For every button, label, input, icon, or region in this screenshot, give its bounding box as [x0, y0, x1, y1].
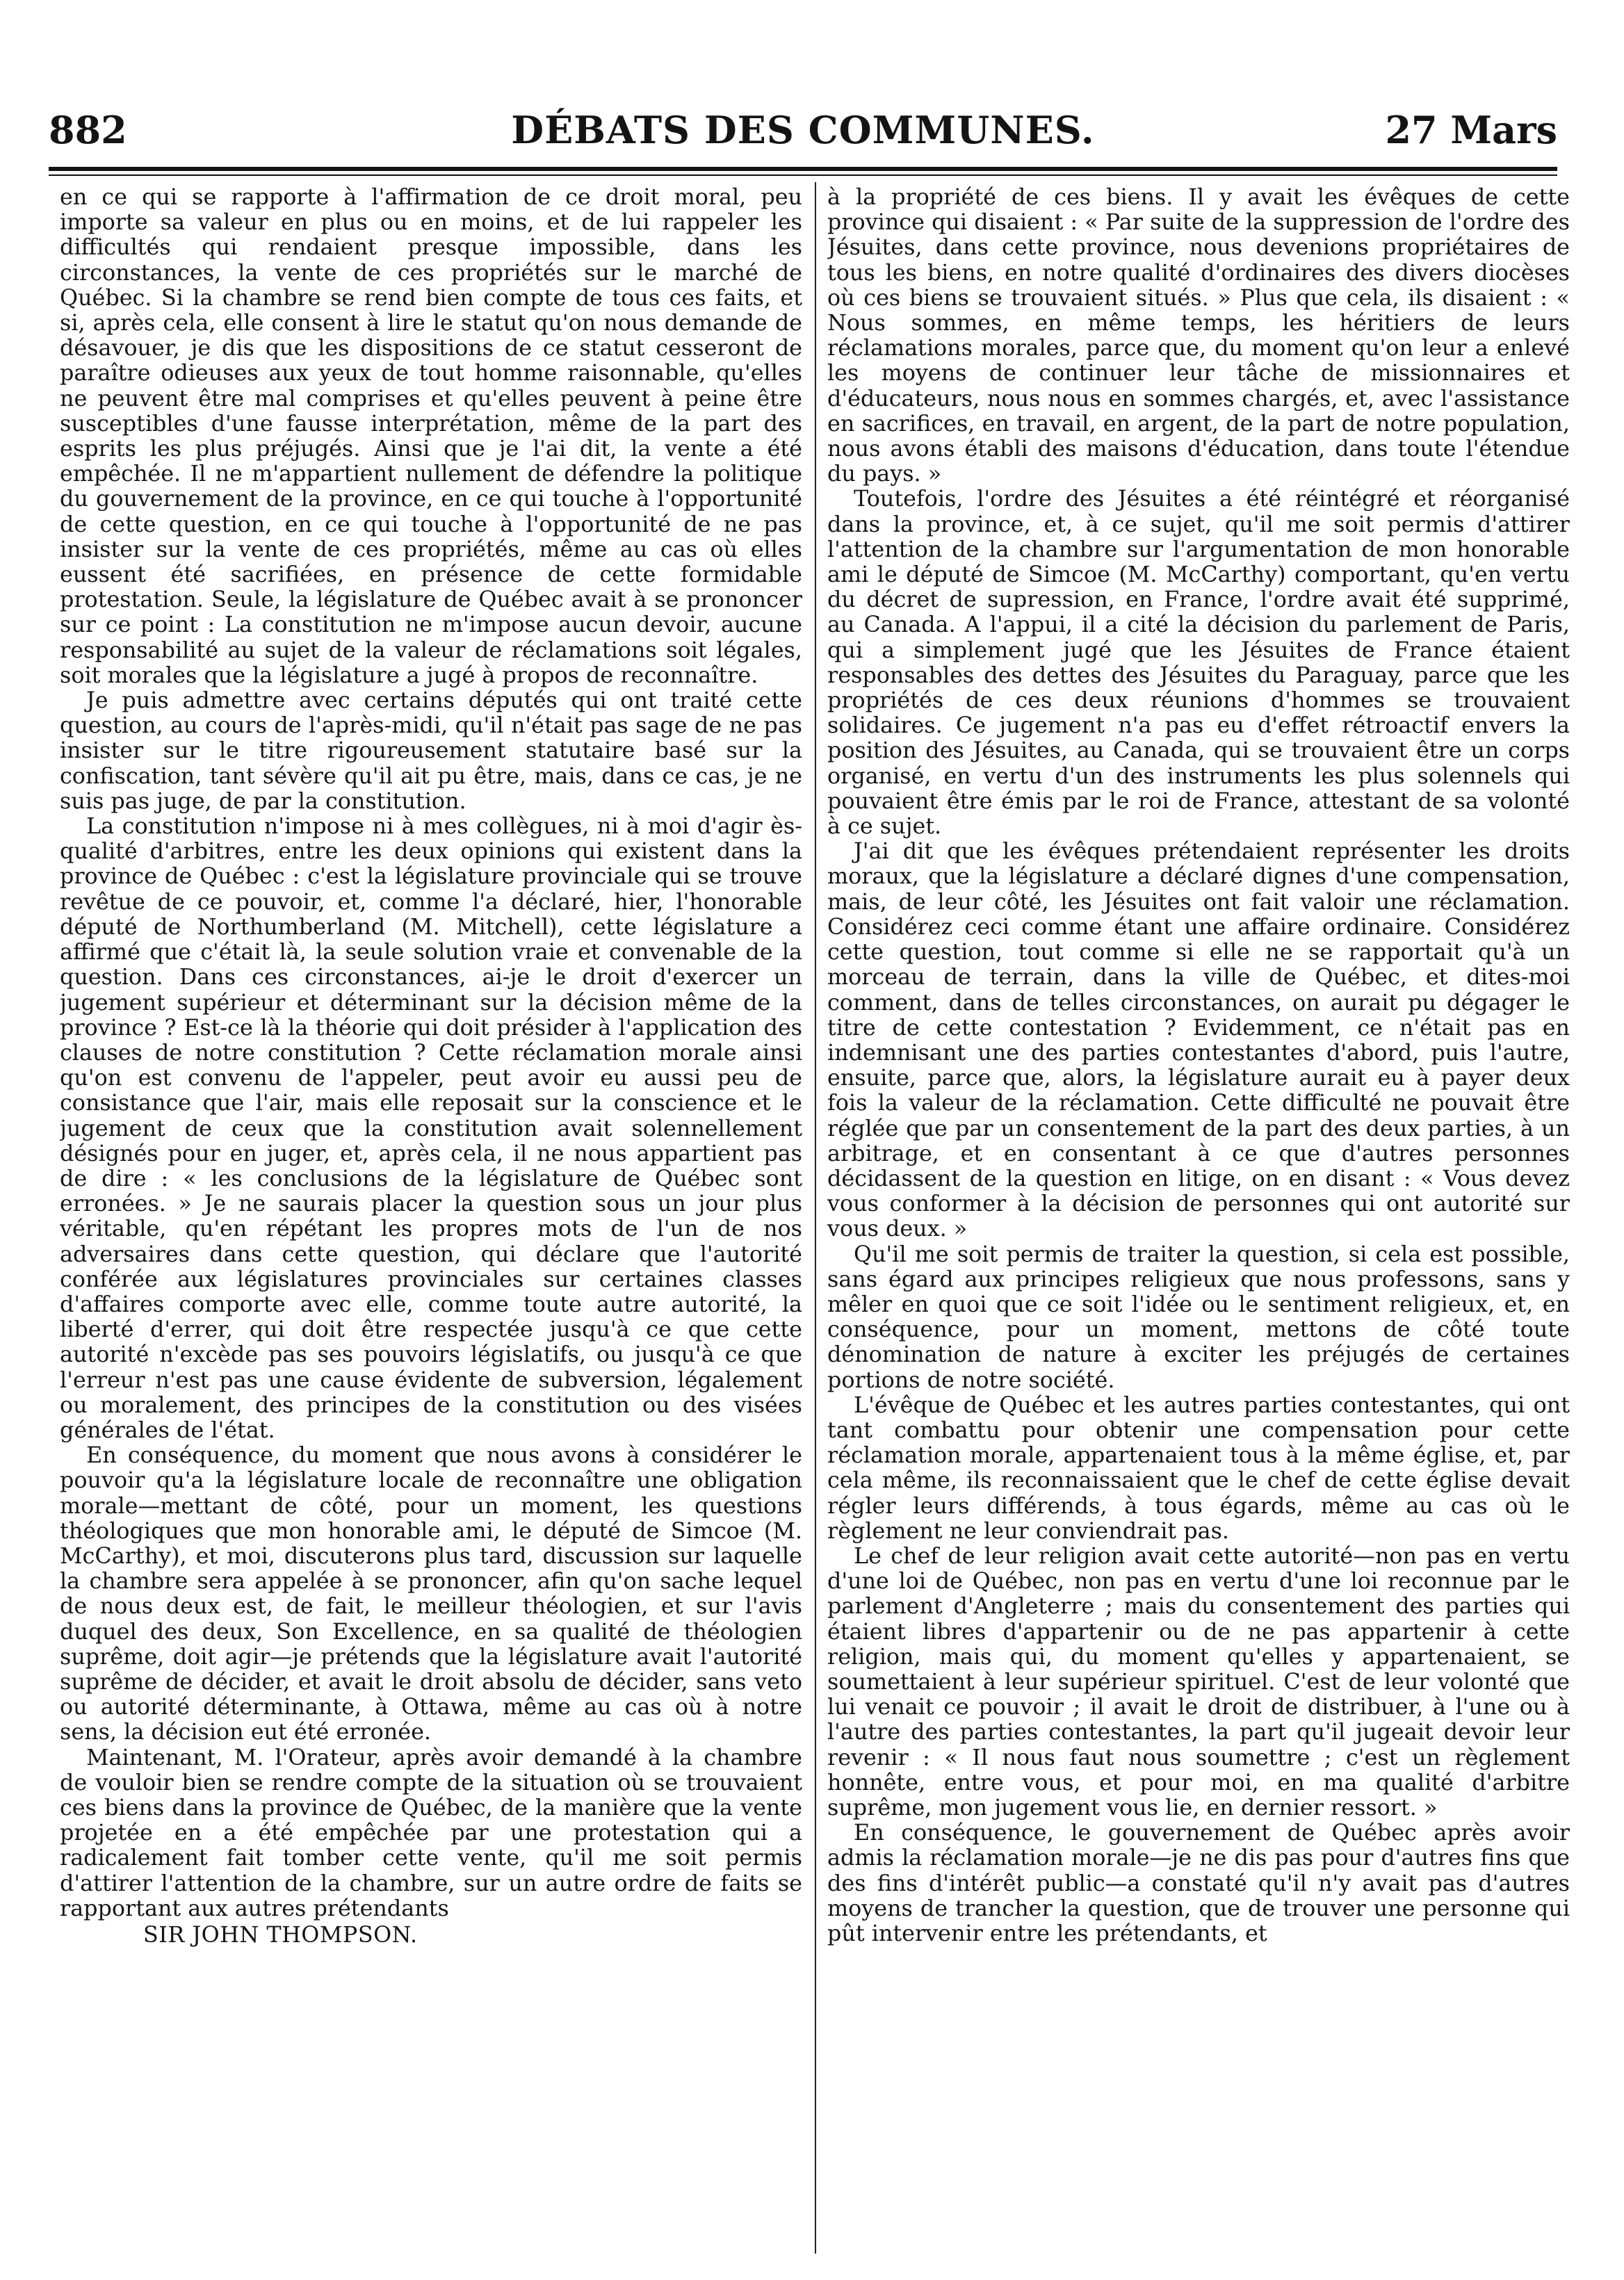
speaker-signature: SIR JOHN THOMPSON. — [143, 1922, 418, 1948]
header-rule-thick — [49, 167, 1557, 171]
paragraph: Toutefois, l'ordre des Jésuites a été réintégré et réorganisé dans la province, et, à ce sujet, qu'il me soit permis d'attirer l'attention de la chambre sur l'argumentation de mon honorable ami le député de Simcoe (M. McCarthy) comportant, qu'en vertu du décret de supression, en France, l'ordre avait été supprimé, au Canada. A l'appui, il a cité la décision du parlement de Paris, qui a simplement jugé que les Jésuites de France étaient responsables des dettes des Jésuites du Paraguay, parce que les propriétés de ces deux réunions d'hommes se trouvaient solidaires. Ce jugement n'a pas eu d'effet rétroactif envers la position des Jésuites, au Canada, qui se trouvaient être un corps organisé, en vertu d'un des instruments les plus solennels qui pouvaient être émis par le roi de France, attestant de sa volonté à ce sujet. — [827, 486, 1570, 840]
paragraph: La constitution n'impose ni à mes collègues, ni à moi d'agir ès-qualité d'arbitres, entre les deux opinions qui existent dans la province de Québec : c'est la législature provinciale qui se trouve revêtue de ce pouvoir, et, comme l'a déclaré, hier, l'honorable député de Northumberland (M. Mitchell), cette législature a affirmé que c'était là, la seule solution vraie et convenable de la question. Dans ces circonstances, ai-je le droit d'exercer un jugement supérieur et déterminant sur la décision même de la province ? Est-ce là la théorie qui doit présider à l'application des clauses de notre constitution ? Cette réclamation morale ainsi qu'on est convenu de l'appeler, peut avoir eu aussi peu de consistance que l'air, mais elle reposait sur la conscience et le jugement de ceux que la constitution avait solennellement désignés pour en juger, et, après cela, il ne nous appartient pas de dire : « les conclusions de la législature de Québec sont erronées. » Je ne saurais placer la question sous un jour plus véritable, qu'en répétant les propres mots de l'un de nos adversaires dans cette question, qui déclare que l'autorité conférée aux législatures provinciales sur certaines classes d'affaires comporte avec elle, comme toute autre autorité, la liberté d'errer, qui doit être respectée jusqu'à ce que cette autorité n'excède pas ses pouvoirs législatifs, ou jusqu'à ce que l'erreur n'est pas une cause évidente de subversion, légalement ou moralement, des principes de la constitution ou des visées générales de l'état. — [60, 813, 802, 1443]
page-title: DÉBATS DES COMMUNES. — [511, 108, 1095, 152]
paragraph: En conséquence, le gouvernement de Québec après avoir admis la réclamation morale—je ne dis pas pour d'autres fins que des fins d'intérêt public—a constaté qu'il n'y avait pas d'autres moyens de trancher la question, que de trouver une personne qui pût intervenir entre les prétendants, et — [827, 1820, 1570, 1947]
right-column — [827, 185, 1570, 2256]
paragraph: Qu'il me soit permis de traiter la question, si cela est possible, sans égard aux principes religieux que nous professons, sans y mêler en quoi que ce soit l'idée ou le sentiment religieux, et, en conséquence, pour un moment, mettons de côté toute dénomination de nature à exciter les préjugés de certaines portions de notre société. — [827, 1241, 1570, 1393]
page-date: 27 Mars — [1385, 108, 1557, 152]
paragraph: Le chef de leur religion avait cette autorité—non pas en vertu d'une loi de Québec, non pas en vertu d'une loi reconnue par le parlement d'Angleterre ; mais du consentement des parties qui étaient libres d'appartenir ou de ne pas appartenir à cette religion, mais qui, du moment qu'elles y appartenaient, se soumettaient à leur supérieur spirituel. C'est de leur volonté que lui venait ce pouvoir ; il avait le droit de distribuer, à l'une ou à l'autre des parties contestantes, la part qu'il jugeait devoir leur revenir : « Il nous faut nous soumettre ; c'est un règlement honnête, entre vous, et pour moi, en ma qualité d'arbitre suprême, mon jugement vous lie, en dernier ressort. » — [827, 1542, 1570, 1821]
page-number: 882 — [49, 108, 127, 152]
paragraph: Maintenant, M. l'Orateur, après avoir demandé à la chambre de vouloir bien se rendre compte de la situation où se trouvaient ces biens dans la province de Québec, de la manière que la vente projetée en a été empêchée par une protestation qui a radicalement fait tomber cette vente, qu'il me soit permis d'attirer l'attention de la chambre, sur un autre ordre de faits se rapportant aux autres prétendants — [60, 1744, 802, 1921]
left-column — [60, 185, 802, 2256]
header-rule-thin — [49, 174, 1557, 176]
paragraph: Je puis admettre avec certains députés qui ont traité cette question, au cours de l'après-midi, qu'il n'était pas sage de ne pas insister sur le titre rigoureusement statutaire basé sur la confiscation, tant sévère qu'il ait pu être, mais, dans ce cas, je ne suis pas juge, de par la constitution. — [60, 687, 802, 814]
column-divider — [815, 182, 816, 2254]
paragraph: à la propriété de ces biens. Il y avait les évêques de cette province qui disaient : « Par suite de la suppression de l'ordre des Jésuites, dans cette province, nous devenions propriétaires de tous les biens, en notre qualité d'ordinaires des divers diocèses où ces biens se trouvaient situés. » Plus que cela, ils disaient : « Nous sommes, en même temps, les héritiers de leurs réclamations morales, parce que, du moment qu'on leur a enlevé les moyens de continuer leur tâche de missionnaires et d'éducateurs, nous nous en sommes chargés, et, avec l'assistance en sacrifices, en travail, en argent, de la part de notre population, nous avons établi des maisons d'éducation, dans toute l'étendue du pays. » — [827, 185, 1570, 487]
paragraph: en ce qui se rapporte à l'affirmation de ce droit moral, peu importe sa valeur en plus ou en moins, et de lui rappeler les difficultés qui rendaient presque impossible, dans les circonstances, la vente de ces propriétés sur le marché de Québec. Si la chambre se rend bien compte de tous ces faits, et si, après cela, elle consent à lire le statut qu'on nous demande de désavouer, je dis que les dispositions de ce statut cesseront de paraître odieuses aux yeux de tout homme raisonnable, qu'elles ne peuvent être mal comprises et qu'elles peuvent à peine être susceptibles d'une fausse interprétation, même de la part des esprits les plus préjugés. Ainsi que je l'ai dit, la vente a été empêchée. Il ne m'appartient nullement de défendre la politique du gouvernement de la province, en ce qui touche à l'opportunité de cette question, en ce qui touche à l'opportunité de ne pas insister sur la vente de ces propriétés, même au cas où elles eussent été sacrifiées, en présence de cette formidable protestation. Seule, la législature de Québec avait à se prononcer sur ce point : La constitution ne m'impose aucun devoir, aucune responsabilité au sujet de la valeur de réclamations soit légales, soit morales que la législature a jugé à propos de reconnaître. — [60, 185, 802, 688]
paragraph: J'ai dit que les évêques prétendaient représenter les droits moraux, que la législature a déclaré dignes d'une compensation, mais, de leur côté, les Jésuites ont fait valoir une réclamation. Considérez ceci comme étant une affaire ordinaire. Considérez cette question, tout comme si elle ne se rapportait qu'à un morceau de terrain, dans la ville de Québec, et dites-moi comment, dans de telles circonstances, on aurait pu dégager le titre de cette contestation ? Evidemment, ce n'était pas en indemnisant une des parties contestantes d'abord, puis l'autre, ensuite, parce que, alors, la législature aurait eu à payer deux fois la valeur de la réclamation. Cette difficulté ne pouvait être réglée que par un consentement de la part des deux parties, à un arbitrage, et en consentant à ce que d'autres personnes décidassent de la question en litige, on en disant : « Vous devez vous conformer à la décision de personnes qui ont autorité sur vous deux. » — [827, 838, 1570, 1242]
page-header — [49, 104, 1557, 156]
paragraph: L'évêque de Québec et les autres parties contestantes, qui ont tant combattu pour obtenir une compensation pour cette réclamation morale, appartenaient tous à la même église, et, par cela même, ils reconnaissaient que le chef de cette église devait régler leurs différends, à tous égards, même au cas où le règlement ne leur conviendrait pas. — [827, 1392, 1570, 1544]
paragraph: En conséquence, du moment que nous avons à considérer le pouvoir qu'a la législature locale de reconnaître une obligation morale—mettant de côté, pour un moment, les questions théologiques que mon honorable ami, le député de Simcoe (M. McCarthy), et moi, discuterons plus tard, discussion sur laquelle la chambre sera appelée à se prononcer, afin qu'on sache lequel de nous deux est, de fait, le meilleur théologien, et sur l'avis duquel des deux, Son Excellence, en sa qualité de théologien suprême, doit agir—je prétends que la législature avait l'autorité suprême de décider, et avait le droit absolu de décider, sans veto ou autorité déterminante, à Ottawa, même au cas où à notre sens, la décision eut été erronée. — [60, 1442, 802, 1745]
